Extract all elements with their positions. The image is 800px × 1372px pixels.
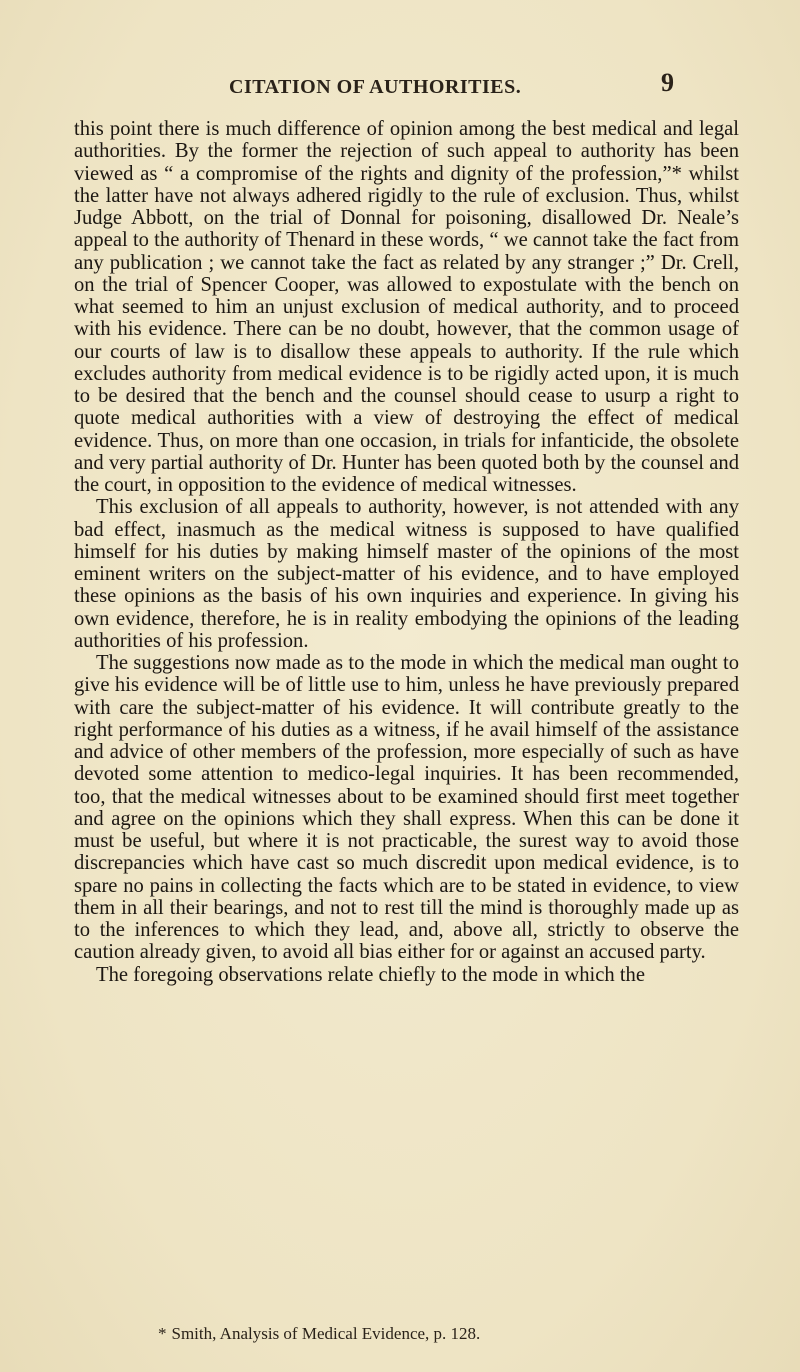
paragraph: This exclusion of all appeals to authority, however, is not attended with any bad effect, inasmuch as the medical witness is supposed to have qualified himself for his duties by making himself master of the opinions of the most eminent writers on the subject-matter of his evidence, and to have employed these opinions as the basis of his own inquiries and experience. In giving his own evidence, therefore, he is in reality embodying the opinions of the leading authorities of his profession.: [74, 496, 739, 652]
footnote-mark: *: [158, 1324, 167, 1343]
paragraph-continued: this point there is much difference of opinion among the best medical and legal authorities. By the former the rejection of such appeal to authority has been viewed as “ a compromise of the rights and dignity of the profession,”* whilst the latter have not always adhered rigidly to the rule of exclusion. Thus, whilst Judge Abbott, on the trial of Donnal for poisoning, disallowed Dr. Neale’s appeal to the authority of Thenard in these words, “ we cannot take the fact from any publication ; we cannot take the fact as related by any stranger ;” Dr. Crell, on the trial of Spencer Cooper, was allowed to expostulate with the bench on what seemed to him an unjust exclusion of medical authority, and to proceed with his evidence. There can be no doubt, however, that the common usage of our courts of law is to disallow these appeals to authority. If the rule which excludes authority from medical evidence is to be rigidly acted upon, it is much to be desired that the bench and the counsel should cease to usurp a right to quote medical authorities with a view of destroying the effect of medical evidence. Thus, on more than one occasion, in trials for infanticide, the obsolete and very partial authority of Dr. Hunter has been quoted both by the counsel and the court, in opposition to the evidence of medical witnesses.: [74, 118, 739, 496]
running-title: CITATION OF AUTHORITIES.: [229, 76, 522, 98]
paragraph: The suggestions now made as to the mode in which the medical man ought to give his evidence will be of little use to him, unless he have previously prepared with care the subject-matter of his evidence. It will contribute greatly to the right performance of his duties as a witness, if he avail himself of the assistance and advice of other members of the profession, more especially of such as have devoted some attention to medico-legal inquiries. It has been recommended, too, that the medical witnesses about to be examined should first meet together and agree on the opinions which they shall express. When this can be done it must be useful, but where it is not practicable, the surest way to avoid those discrepancies which have cast so much discredit upon medical evidence, is to spare no pains in collecting the facts which are to be stated in evidence, to view them in all their bearings, and not to rest till the mind is thoroughly made up as to the inferences to which they lead, and, above all, strictly to observe the caution already given, to avoid all bias either for or against an accused party.: [74, 652, 739, 964]
footnote: [158, 1324, 480, 1344]
footnote-text: Smith, Analysis of Medical Evidence, p. 128.: [171, 1324, 481, 1343]
page-number: 9: [661, 68, 674, 97]
body-text: [74, 118, 739, 986]
page-header: [0, 64, 800, 104]
paragraph: The foregoing observations relate chiefly to the mode in which the: [96, 963, 645, 986]
